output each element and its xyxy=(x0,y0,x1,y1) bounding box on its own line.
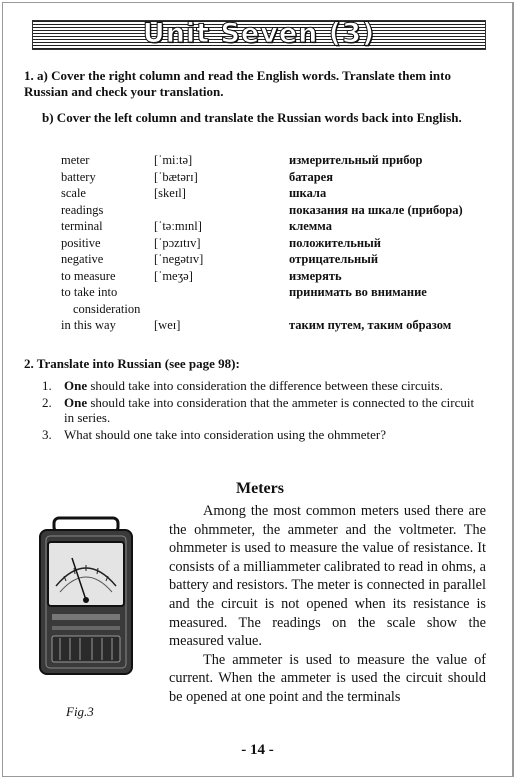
vocab-russian: показания на шкале (прибора) xyxy=(289,202,463,217)
vocab-transcription: [ˈbætərɪ] xyxy=(154,169,198,184)
vocab-english: meter xyxy=(61,153,90,167)
list-sentence: What should one take into consideration using the ohmmeter? xyxy=(64,426,387,442)
vocab-russian: измерительный прибор xyxy=(289,153,423,167)
vocab-transcription xyxy=(154,202,289,219)
vocab-transcription xyxy=(154,301,289,318)
list-text xyxy=(64,427,386,443)
vocab-russian xyxy=(289,301,491,318)
exercise-2-list xyxy=(42,378,486,443)
list-item xyxy=(42,427,486,443)
page-number: - 14 - xyxy=(241,742,274,758)
vocab-transcription: [ˈmeʒə] xyxy=(154,268,193,283)
vocab-english: battery xyxy=(61,169,96,184)
vocabulary-table xyxy=(61,152,491,334)
vocab-row xyxy=(61,317,491,334)
list-text xyxy=(64,378,443,394)
exercise-2-title: 2. Translate into Russian (see page 98): xyxy=(24,356,240,371)
emphasis-one: One xyxy=(64,394,88,410)
vocab-russian: положительный xyxy=(289,235,381,250)
exercise-1a: 1. a) Cover the right column and read the English words. Translate them into Russian and check your translation. xyxy=(24,68,451,99)
vocab-row xyxy=(61,235,491,252)
vocab-transcription: [weɪ] xyxy=(154,318,181,332)
vocab-transcription: [skeɪl] xyxy=(154,186,186,200)
unit-title: Unit Seven (3) xyxy=(142,18,376,49)
vocab-english: scale xyxy=(61,186,86,200)
list-number: 2. xyxy=(42,394,52,410)
list-number: 1. xyxy=(42,378,52,393)
vocab-row xyxy=(61,284,491,301)
vocab-russian: таким путем, таким образом xyxy=(289,318,452,332)
figure-caption: Fig.3 xyxy=(66,704,94,719)
exercise-1b: b) Cover the left column and translate the Russian words back into English. xyxy=(42,110,462,125)
vocab-row xyxy=(61,152,491,169)
vocab-row xyxy=(61,251,491,268)
vocab-russian: шкала xyxy=(289,186,327,200)
vocab-row xyxy=(61,218,491,235)
vocab-transcription: [ˈnegətɪv] xyxy=(154,252,204,266)
paragraph: Among the most common meters used there are the ohmmeter, the ammeter and the voltmeter. The ohmmeter is used to measure the value of resistance. It consists of a milliammeter calibrated to read in ohms, a battery and resistors. The meter is connected in parallel and the circuit is not opened when its resistance is measured. The readings on the scale show the measured value. xyxy=(169,503,486,650)
list-item xyxy=(42,378,486,394)
paragraph: The ammeter is used to measure the value of current. When the ammeter is used the circuit should be opened at one point and the terminals xyxy=(169,651,486,705)
unit-banner xyxy=(32,20,486,50)
list-sentence: should take into consideration that the ammeter is connected to the circuit in series. xyxy=(64,394,475,425)
vocab-transcription: [ˈtəːmɪnl] xyxy=(154,219,202,233)
list-text xyxy=(64,395,486,426)
vocab-row xyxy=(61,301,491,318)
vocab-english: to take into xyxy=(61,285,118,299)
vocab-english: terminal xyxy=(61,219,103,233)
vocab-english: negative xyxy=(61,252,104,266)
text-heading: Meters xyxy=(236,480,284,497)
vocab-row xyxy=(61,185,491,202)
vocab-russian: клемма xyxy=(289,219,332,233)
list-number: 3. xyxy=(42,426,52,442)
list-sentence: should take into consideration the difference between these circuits. xyxy=(87,378,443,393)
vocab-row xyxy=(61,169,491,186)
vocab-english: in this way xyxy=(61,318,116,332)
vocab-english: to measure xyxy=(61,268,116,283)
list-item xyxy=(42,395,486,426)
vocab-row xyxy=(61,268,491,285)
vocab-russian: принимать во внимание xyxy=(289,285,427,299)
emphasis-one: One xyxy=(64,378,88,393)
vocab-transcription xyxy=(154,284,289,301)
vocab-english: readings xyxy=(61,202,104,217)
vocab-transcription: [ˈmiːtə] xyxy=(154,153,193,167)
vocab-russian: батарея xyxy=(289,169,333,184)
vocab-english: consideration xyxy=(73,301,141,316)
vocab-english: positive xyxy=(61,235,101,250)
ohmmeter-illustration xyxy=(38,516,134,676)
vocab-transcription: [ˈpɔzɪtɪv] xyxy=(154,235,201,250)
vocab-row xyxy=(61,202,491,219)
meters-text xyxy=(169,502,486,707)
vocab-russian: измерять xyxy=(289,268,342,283)
vocab-russian: отрицательный xyxy=(289,252,379,266)
